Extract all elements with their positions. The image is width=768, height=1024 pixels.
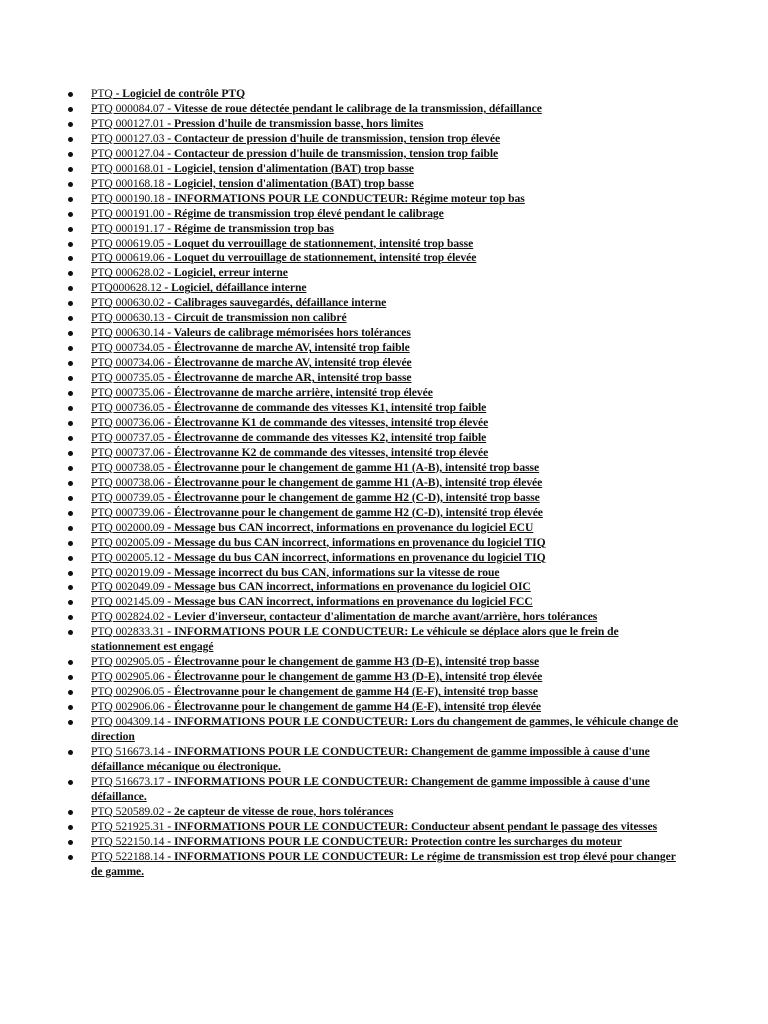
bullet-icon: [68, 720, 73, 725]
list-item: [68, 237, 680, 252]
fault-code: PTQ 002905.05: [91, 655, 165, 669]
fault-code: PTQ 000735.05: [91, 371, 165, 385]
fault-code: PTQ 002000.09: [91, 520, 165, 534]
bullet-icon: [68, 675, 73, 680]
fault-description: - Loquet du verrouillage de stationnement, intensité trop élevée: [164, 251, 477, 265]
fault-code: PTQ 000738.06: [91, 475, 165, 489]
bullet-icon: [68, 227, 73, 232]
bullet-icon: [68, 242, 73, 247]
bullet-icon: [68, 690, 73, 695]
fault-description: - Électrovanne K1 de commande des vitesses, intensité trop élevée: [164, 415, 489, 429]
list-item: [68, 670, 680, 685]
list-item: [68, 102, 680, 117]
fault-description: - Logiciel de contrôle PTQ: [112, 87, 246, 100]
list-item: [68, 266, 680, 281]
list-item: [68, 87, 680, 102]
bullet-icon: [68, 182, 73, 187]
fault-code-link[interactable]: [91, 835, 622, 848]
fault-code-link[interactable]: [91, 745, 650, 773]
list-item: [68, 431, 680, 446]
fault-description: - INFORMATIONS POUR LE CONDUCTEUR: Changement de gamme impossible à cause d'une défaillance.: [91, 774, 650, 803]
fault-code: PTQ 516673.14: [91, 744, 165, 758]
fault-description: - Calibrages sauvegardés, défaillance interne: [164, 296, 387, 310]
fault-code: PTQ 002049.09: [91, 580, 165, 594]
fault-code: PTQ 000619.06: [91, 251, 165, 265]
bullet-icon: [68, 825, 73, 830]
bullet-icon: [68, 212, 73, 217]
list-item: [68, 685, 680, 700]
fault-code: PTQ 002019.09: [91, 565, 165, 579]
fault-code: PTQ 000619.05: [91, 236, 165, 250]
list-item: [68, 386, 680, 401]
fault-description: - Électrovanne pour le changement de gamme H2 (C-D), intensité trop élevée: [164, 505, 543, 519]
list-item: [68, 491, 680, 506]
bullet-icon: [68, 421, 73, 426]
list-item: [68, 835, 680, 850]
list-item: [68, 521, 680, 536]
fault-description: - Électrovanne pour le changement de gamme H3 (D-E), intensité trop basse: [164, 655, 540, 669]
fault-code: PTQ 516673.17: [91, 774, 165, 788]
fault-code-link[interactable]: [91, 117, 423, 130]
bullet-icon: [68, 137, 73, 142]
fault-code-link[interactable]: [91, 371, 412, 384]
fault-code: PTQ 000735.06: [91, 386, 165, 400]
fault-code: PTQ 004309.14: [91, 715, 165, 729]
list-item: [68, 580, 680, 595]
fault-code-link[interactable]: [91, 147, 498, 160]
fault-description: - Régime de transmission trop élevé pendant le calibrage: [164, 206, 444, 220]
list-item: [68, 820, 680, 835]
fault-code-link[interactable]: [91, 311, 347, 324]
fault-code: PTQ 000737.06: [91, 445, 165, 459]
fault-code-link[interactable]: [91, 476, 542, 489]
bullet-icon: [68, 286, 73, 291]
fault-code-link[interactable]: [91, 386, 433, 399]
list-item: [68, 147, 680, 162]
fault-code: PTQ 000737.05: [91, 430, 165, 444]
fault-code-link[interactable]: [91, 506, 543, 519]
list-item: [68, 461, 680, 476]
fault-description: - INFORMATIONS POUR LE CONDUCTEUR: Conducteur absent pendant le passage des vitesses: [164, 819, 658, 833]
fault-code-link[interactable]: [91, 177, 414, 190]
fault-description: - Électrovanne de marche AV, intensité trop faible: [164, 341, 410, 355]
list-item: [68, 207, 680, 222]
fault-code: PTQ: [91, 87, 113, 100]
fault-code-link[interactable]: [91, 401, 486, 414]
list-item: [68, 192, 680, 207]
fault-code: PTQ 000190.18: [91, 191, 165, 205]
fault-description: - Électrovanne de commande des vitesses K2, intensité trop faible: [164, 430, 487, 444]
fault-code-link[interactable]: [91, 251, 476, 264]
bullet-icon: [68, 571, 73, 576]
fault-code-link[interactable]: [91, 416, 488, 429]
fault-description: - Électrovanne de marche arrière, intensité trop élevée: [164, 386, 433, 400]
fault-description: - Circuit de transmission non calibré: [164, 311, 347, 325]
bullet-icon: [68, 660, 73, 665]
list-item: [68, 700, 680, 715]
fault-description: - Électrovanne pour le changement de gamme H4 (E-F), intensité trop élevée: [164, 700, 541, 714]
fault-code-link[interactable]: [91, 341, 410, 354]
list-item: [68, 311, 680, 326]
list-item: [68, 745, 680, 775]
list-item: [68, 715, 680, 745]
fault-description: - Logiciel, défaillance interne: [161, 281, 307, 295]
fault-code: PTQ 000127.04: [91, 146, 165, 160]
fault-description: - INFORMATIONS POUR LE CONDUCTEUR: Protection contre les surcharges du moteur: [164, 834, 622, 848]
fault-code-link[interactable]: [91, 850, 676, 878]
fault-description: - Message bus CAN incorrect, informations en provenance du logiciel ECU: [164, 520, 534, 534]
fault-code-link[interactable]: [91, 491, 540, 504]
fault-code-link[interactable]: [91, 551, 546, 564]
fault-description: - Message incorrect du bus CAN, informations sur la vitesse de roue: [164, 565, 500, 579]
bullet-icon: [68, 256, 73, 261]
fault-code: PTQ 002906.06: [91, 700, 165, 714]
fault-code-link[interactable]: [91, 700, 541, 713]
fault-code: PTQ 520589.02: [91, 804, 165, 818]
fault-code: PTQ 000084.07: [91, 101, 165, 115]
fault-description: - Logiciel, erreur interne: [164, 266, 288, 280]
list-item: [68, 775, 680, 805]
fault-code-link[interactable]: [91, 685, 538, 698]
list-item: [68, 296, 680, 311]
bullet-icon: [68, 840, 73, 845]
fault-code-link[interactable]: [91, 446, 488, 459]
fault-code: PTQ 000191.00: [91, 206, 165, 220]
fault-code-link[interactable]: [91, 580, 531, 593]
fault-code: PTQ 002906.05: [91, 685, 165, 699]
list-item: [68, 401, 680, 416]
fault-code-link[interactable]: [91, 670, 542, 683]
fault-code: PTQ 000127.01: [91, 116, 165, 130]
fault-description: - Message du bus CAN incorrect, informations en provenance du logiciel TIQ: [164, 550, 546, 564]
list-item: [68, 805, 680, 820]
list-item: [68, 132, 680, 147]
fault-code: PTQ 000736.05: [91, 401, 165, 415]
fault-code: PTQ 521925.31: [91, 819, 165, 833]
fault-code-link[interactable]: [91, 805, 393, 818]
fault-description: - Message du bus CAN incorrect, informations en provenance du logiciel TIQ: [164, 535, 546, 549]
list-item: [68, 371, 680, 386]
list-item: [68, 251, 680, 266]
bullet-icon: [68, 197, 73, 202]
fault-code: PTQ 002005.09: [91, 535, 165, 549]
fault-description: - Logiciel, tension d'alimentation (BAT) trop basse: [164, 161, 414, 175]
fault-code: PTQ 000630.13: [91, 311, 165, 325]
fault-code-link[interactable]: [91, 610, 597, 623]
fault-description: - Régime de transmission trop bas: [164, 221, 334, 235]
fault-code-link[interactable]: [91, 281, 306, 294]
bullet-icon: [68, 316, 73, 321]
list-item: [68, 506, 680, 521]
fault-code: PTQ 522188.14: [91, 849, 165, 863]
bullet-icon: [68, 331, 73, 336]
fault-code: PTQ 000734.06: [91, 356, 165, 370]
bullet-icon: [68, 630, 73, 635]
fault-code-link[interactable]: [91, 356, 412, 369]
bullet-icon: [68, 526, 73, 531]
bullet-icon: [68, 122, 73, 127]
fault-code: PTQ 002005.12: [91, 550, 165, 564]
fault-code-link[interactable]: [91, 521, 533, 534]
fault-code-link[interactable]: [91, 162, 414, 175]
fault-code-link[interactable]: [91, 222, 334, 235]
fault-code-link[interactable]: [91, 102, 542, 115]
bullet-icon: [68, 541, 73, 546]
fault-description: - Électrovanne pour le changement de gamme H4 (E-F), intensité trop basse: [164, 685, 538, 699]
bullet-icon: [68, 511, 73, 516]
fault-code: PTQ 000630.14: [91, 326, 165, 340]
bullet-icon: [68, 780, 73, 785]
bullet-icon: [68, 750, 73, 755]
bullet-icon: [68, 600, 73, 605]
bullet-icon: [68, 167, 73, 172]
list-item: [68, 281, 680, 296]
bullet-icon: [68, 406, 73, 411]
fault-description: - 2e capteur de vitesse de roue, hors tolérances: [164, 804, 394, 818]
fault-description: - Électrovanne pour le changement de gamme H1 (A-B), intensité trop élevée: [164, 475, 543, 489]
fault-description: - Levier d'inverseur, contacteur d'alimentation de marche avant/arrière, hors tolérances: [164, 610, 598, 624]
fault-code-link[interactable]: [91, 715, 678, 743]
fault-code-link[interactable]: [91, 132, 500, 145]
list-item: [68, 341, 680, 356]
fault-code: PTQ 000738.05: [91, 460, 165, 474]
list-item: [68, 850, 680, 880]
fault-code-link[interactable]: [91, 266, 288, 279]
fault-code: PTQ 000168.01: [91, 161, 165, 175]
fault-description: - Électrovanne pour le changement de gamme H1 (A-B), intensité trop basse: [164, 460, 540, 474]
fault-description: - INFORMATIONS POUR LE CONDUCTEUR: Le régime de transmission est trop élevé pour changer de gamme.: [91, 849, 676, 878]
fault-code-link[interactable]: [91, 566, 500, 579]
fault-code: PTQ 002833.31: [91, 625, 165, 639]
fault-code: PTQ 000628.02: [91, 266, 165, 280]
fault-description: - INFORMATIONS POUR LE CONDUCTEUR: Régime moteur top bas: [164, 191, 525, 205]
bullet-icon: [68, 556, 73, 561]
list-item: [68, 610, 680, 625]
bullet-icon: [68, 451, 73, 456]
fault-description: - Valeurs de calibrage mémorisées hors tolérances: [164, 326, 411, 340]
fault-description: - Électrovanne pour le changement de gamme H2 (C-D), intensité trop basse: [164, 490, 540, 504]
bullet-icon: [68, 615, 73, 620]
bullet-icon: [68, 346, 73, 351]
bullet-icon: [68, 496, 73, 501]
fault-description: - Logiciel, tension d'alimentation (BAT) trop basse: [164, 176, 414, 190]
fault-code-link[interactable]: [91, 536, 546, 549]
fault-code: PTQ 000127.03: [91, 131, 165, 145]
bullet-icon: [68, 466, 73, 471]
bullet-icon: [68, 391, 73, 396]
list-item: [68, 655, 680, 670]
fault-code-link[interactable]: [91, 192, 525, 205]
fault-description: - INFORMATIONS POUR LE CONDUCTEUR: Changement de gamme impossible à cause d'une défaillance mécanique ou électronique.: [91, 744, 650, 773]
fault-code-link[interactable]: [91, 595, 533, 608]
fault-code: PTQ 000739.05: [91, 490, 165, 504]
fault-code: PTQ 002145.09: [91, 595, 165, 609]
fault-code: PTQ 000168.18: [91, 176, 165, 190]
fault-code: PTQ 002905.06: [91, 670, 165, 684]
bullet-icon: [68, 271, 73, 276]
fault-code: PTQ 000739.06: [91, 505, 165, 519]
fault-description: - Électrovanne de commande des vitesses K1, intensité trop faible: [164, 401, 487, 415]
bullet-icon: [68, 855, 73, 860]
bullet-icon: [68, 810, 73, 815]
fault-description: - Électrovanne pour le changement de gamme H3 (D-E), intensité trop élevée: [164, 670, 543, 684]
fault-description: - Loquet du verrouillage de stationnement, intensité trop basse: [164, 236, 474, 250]
bullet-icon: [68, 376, 73, 381]
fault-code: PTQ000628.12: [91, 281, 162, 295]
fault-description: - Message bus CAN incorrect, informations en provenance du logiciel FCC: [164, 595, 533, 609]
fault-description: - INFORMATIONS POUR LE CONDUCTEUR: Le véhicule se déplace alors que le frein de stationnement est engagé: [91, 625, 619, 654]
list-item: [68, 177, 680, 192]
fault-code: PTQ 000191.17: [91, 221, 165, 235]
list-item: [68, 476, 680, 491]
fault-code-link[interactable]: [91, 207, 444, 220]
bullet-icon: [68, 301, 73, 306]
list-item: [68, 326, 680, 341]
bullet-icon: [68, 152, 73, 157]
fault-code-link[interactable]: [91, 820, 657, 833]
bullet-icon: [68, 481, 73, 486]
fault-code: PTQ 000630.02: [91, 296, 165, 310]
fault-code-list: [68, 87, 680, 880]
fault-code: PTQ 522150.14: [91, 834, 165, 848]
bullet-icon: [68, 361, 73, 366]
list-item: [68, 566, 680, 581]
list-item: [68, 446, 680, 461]
fault-code: PTQ 000736.06: [91, 415, 165, 429]
fault-code-link[interactable]: [91, 296, 386, 309]
list-item: [68, 416, 680, 431]
fault-description: - INFORMATIONS POUR LE CONDUCTEUR: Lors du changement de gammes, le véhicule change de direction: [91, 715, 679, 743]
fault-description: - Électrovanne de marche AR, intensité trop basse: [164, 371, 412, 385]
list-item: [68, 222, 680, 237]
bullet-icon: [68, 92, 73, 97]
fault-code-link[interactable]: [91, 461, 539, 474]
list-item: [68, 595, 680, 610]
list-item: [68, 356, 680, 371]
fault-description: - Électrovanne K2 de commande des vitesses, intensité trop élevée: [164, 445, 489, 459]
fault-code-link[interactable]: [91, 87, 245, 100]
fault-description: - Vitesse de roue détectée pendant le calibrage de la transmission, défaillance: [164, 101, 542, 115]
fault-code: PTQ 000734.05: [91, 341, 165, 355]
fault-description: - Pression d'huile de transmission basse, hors limites: [164, 116, 424, 130]
fault-code-link[interactable]: [91, 625, 619, 653]
bullet-icon: [68, 705, 73, 710]
fault-code-link[interactable]: [91, 326, 411, 339]
fault-description: - Contacteur de pression d'huile de transmission, tension trop faible: [164, 146, 499, 160]
bullet-icon: [68, 585, 73, 590]
list-item: [68, 625, 680, 655]
fault-description: - Électrovanne de marche AV, intensité trop élevée: [164, 356, 412, 370]
fault-code-link[interactable]: [91, 431, 486, 444]
list-item: [68, 162, 680, 177]
fault-code-link[interactable]: [91, 655, 539, 668]
fault-description: - Message bus CAN incorrect, informations en provenance du logiciel OIC: [164, 580, 531, 594]
bullet-icon: [68, 107, 73, 112]
list-item: [68, 551, 680, 566]
list-item: [68, 536, 680, 551]
fault-description: - Contacteur de pression d'huile de transmission, tension trop élevée: [164, 131, 501, 145]
fault-code: PTQ 002824.02: [91, 610, 165, 624]
list-item: [68, 117, 680, 132]
fault-code-link[interactable]: [91, 775, 650, 803]
fault-code-link[interactable]: [91, 237, 473, 250]
bullet-icon: [68, 436, 73, 441]
